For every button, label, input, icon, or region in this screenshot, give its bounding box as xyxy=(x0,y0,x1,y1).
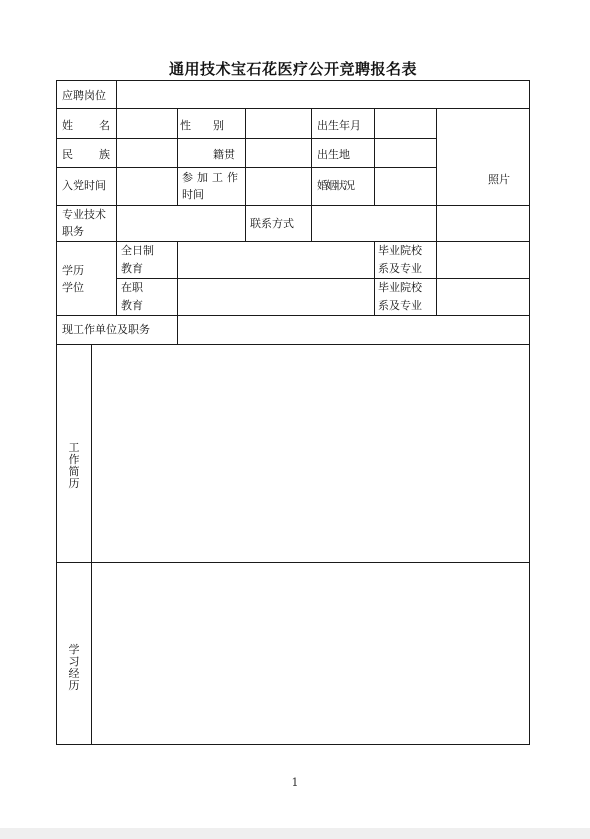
label-school-parttime-line2: 系及专业 xyxy=(378,299,422,312)
label-fulltime-line1: 全日制 xyxy=(121,244,154,257)
col-divider xyxy=(374,241,375,315)
label-education-line2: 学位 xyxy=(62,281,84,294)
col-divider xyxy=(245,108,246,205)
label-position: 应聘岗位 xyxy=(62,89,106,102)
row-divider xyxy=(56,108,530,109)
label-work-start-line2: 时间 xyxy=(182,188,204,201)
col-divider xyxy=(116,80,117,108)
col-divider xyxy=(436,108,437,241)
row-divider xyxy=(56,315,530,316)
col-divider xyxy=(311,108,312,241)
label-party-date: 入党时间 xyxy=(62,179,106,192)
row-divider xyxy=(56,138,436,139)
row-divider xyxy=(116,278,530,279)
row-divider xyxy=(56,562,530,563)
col-divider xyxy=(436,241,437,315)
label-birthplace: 出生地 xyxy=(317,148,350,161)
label-fulltime-line2: 教育 xyxy=(121,262,143,275)
viewer-bottom-bar xyxy=(0,828,590,839)
label-study-history: 学习经历 xyxy=(68,643,80,692)
label-name: 姓 名 xyxy=(62,119,110,132)
col-divider xyxy=(177,241,178,344)
label-education-line1: 学历 xyxy=(62,264,84,277)
table-border xyxy=(56,80,530,745)
label-school-fulltime-line1: 毕业院校 xyxy=(378,244,422,257)
label-native-place: 籍贯 xyxy=(213,148,235,161)
label-work-history: 工作简历 xyxy=(68,441,80,490)
label-ethnicity: 民 族 xyxy=(62,148,110,161)
label-parttime-line2: 教育 xyxy=(121,299,143,312)
application-form-table xyxy=(56,80,530,745)
label-school-parttime-line1: 毕业院校 xyxy=(378,281,422,294)
row-divider xyxy=(56,344,530,345)
col-divider xyxy=(374,108,375,205)
label-title-line2: 职务 xyxy=(62,225,84,238)
col-divider xyxy=(116,108,117,315)
label-contact: 联系方式 xyxy=(250,217,294,230)
label-current-unit: 现工作单位及职务 xyxy=(62,323,150,336)
row-divider xyxy=(56,167,436,168)
label-title-line1: 专业技术 xyxy=(62,208,106,221)
col-divider xyxy=(245,205,246,241)
col-divider xyxy=(177,108,178,205)
label-school-fulltime-line2: 系及专业 xyxy=(378,262,422,275)
label-birth-date: 出生年月 xyxy=(317,119,361,132)
label-work-start-line1: 参加工作 xyxy=(182,171,242,184)
label-gender: 性 别 xyxy=(180,119,224,132)
label-marital-status: 婚姻状况 xyxy=(317,179,353,192)
form-title: 通用技术宝石花医疗公开竞聘报名表 xyxy=(168,60,417,78)
page-number: 1 xyxy=(291,776,299,789)
photo-placeholder: 照片 xyxy=(488,173,510,186)
col-divider xyxy=(91,344,92,744)
label-parttime-line1: 在职 xyxy=(121,281,143,294)
row-divider xyxy=(56,205,530,206)
